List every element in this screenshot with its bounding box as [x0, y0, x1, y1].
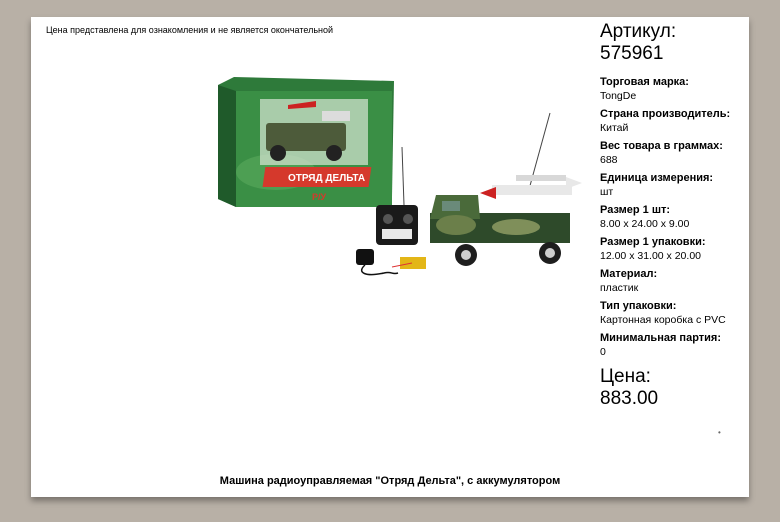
dot-mark: • [718, 428, 721, 437]
product-info-panel [600, 21, 745, 410]
field-weight [600, 139, 745, 167]
price-value: 883.00 [600, 388, 659, 409]
product-image [216, 77, 596, 277]
truck-toy [430, 113, 582, 266]
field-package-type [600, 299, 745, 327]
box-rc-label: Р/У [312, 192, 327, 202]
field-label: Страна производитель: [600, 108, 731, 120]
box-title: ОТРЯД ДЕЛЬТА [288, 173, 366, 184]
field-value: TongDe [600, 90, 637, 102]
sku-label: Артикул: [600, 21, 677, 42]
field-label: Единица измерения: [600, 172, 714, 184]
battery [392, 257, 426, 269]
field-unit [600, 171, 745, 199]
field-value: 12.00 x 31.00 x 20.00 [600, 250, 701, 262]
field-value: пластик [600, 282, 639, 294]
field-value: 688 [600, 154, 618, 166]
field-value: Картонная коробка с PVC [600, 314, 726, 326]
price-block [600, 366, 745, 410]
price-label: Цена: [600, 366, 651, 387]
field-label: Размер 1 шт: [600, 204, 671, 216]
field-label: Тип упаковки: [600, 300, 677, 312]
field-country [600, 107, 745, 135]
field-value: шт [600, 186, 614, 198]
field-brand [600, 75, 745, 103]
field-value: 8.00 x 24.00 x 9.00 [600, 218, 690, 230]
field-label: Минимальная партия: [600, 332, 721, 344]
product-card [31, 17, 749, 497]
product-caption: Машина радиоуправляемая "Отряд Дельта", с аккумулятором [219, 475, 561, 487]
field-label: Торговая марка: [600, 76, 689, 88]
sku-value: 575961 [600, 43, 664, 64]
field-material [600, 267, 745, 295]
field-value: Китай [600, 122, 629, 134]
field-min-order [600, 331, 745, 359]
field-item-size [600, 203, 745, 231]
field-label: Размер 1 упаковки: [600, 236, 706, 248]
field-label: Материал: [600, 268, 658, 280]
field-package-size [600, 235, 745, 263]
product-box [218, 77, 394, 207]
price-disclaimer: Цена представлена для ознакомления и не является окончательной [46, 25, 334, 35]
field-label: Вес товара в граммах: [600, 140, 723, 152]
charger [356, 249, 398, 275]
field-value: 0 [600, 346, 606, 358]
